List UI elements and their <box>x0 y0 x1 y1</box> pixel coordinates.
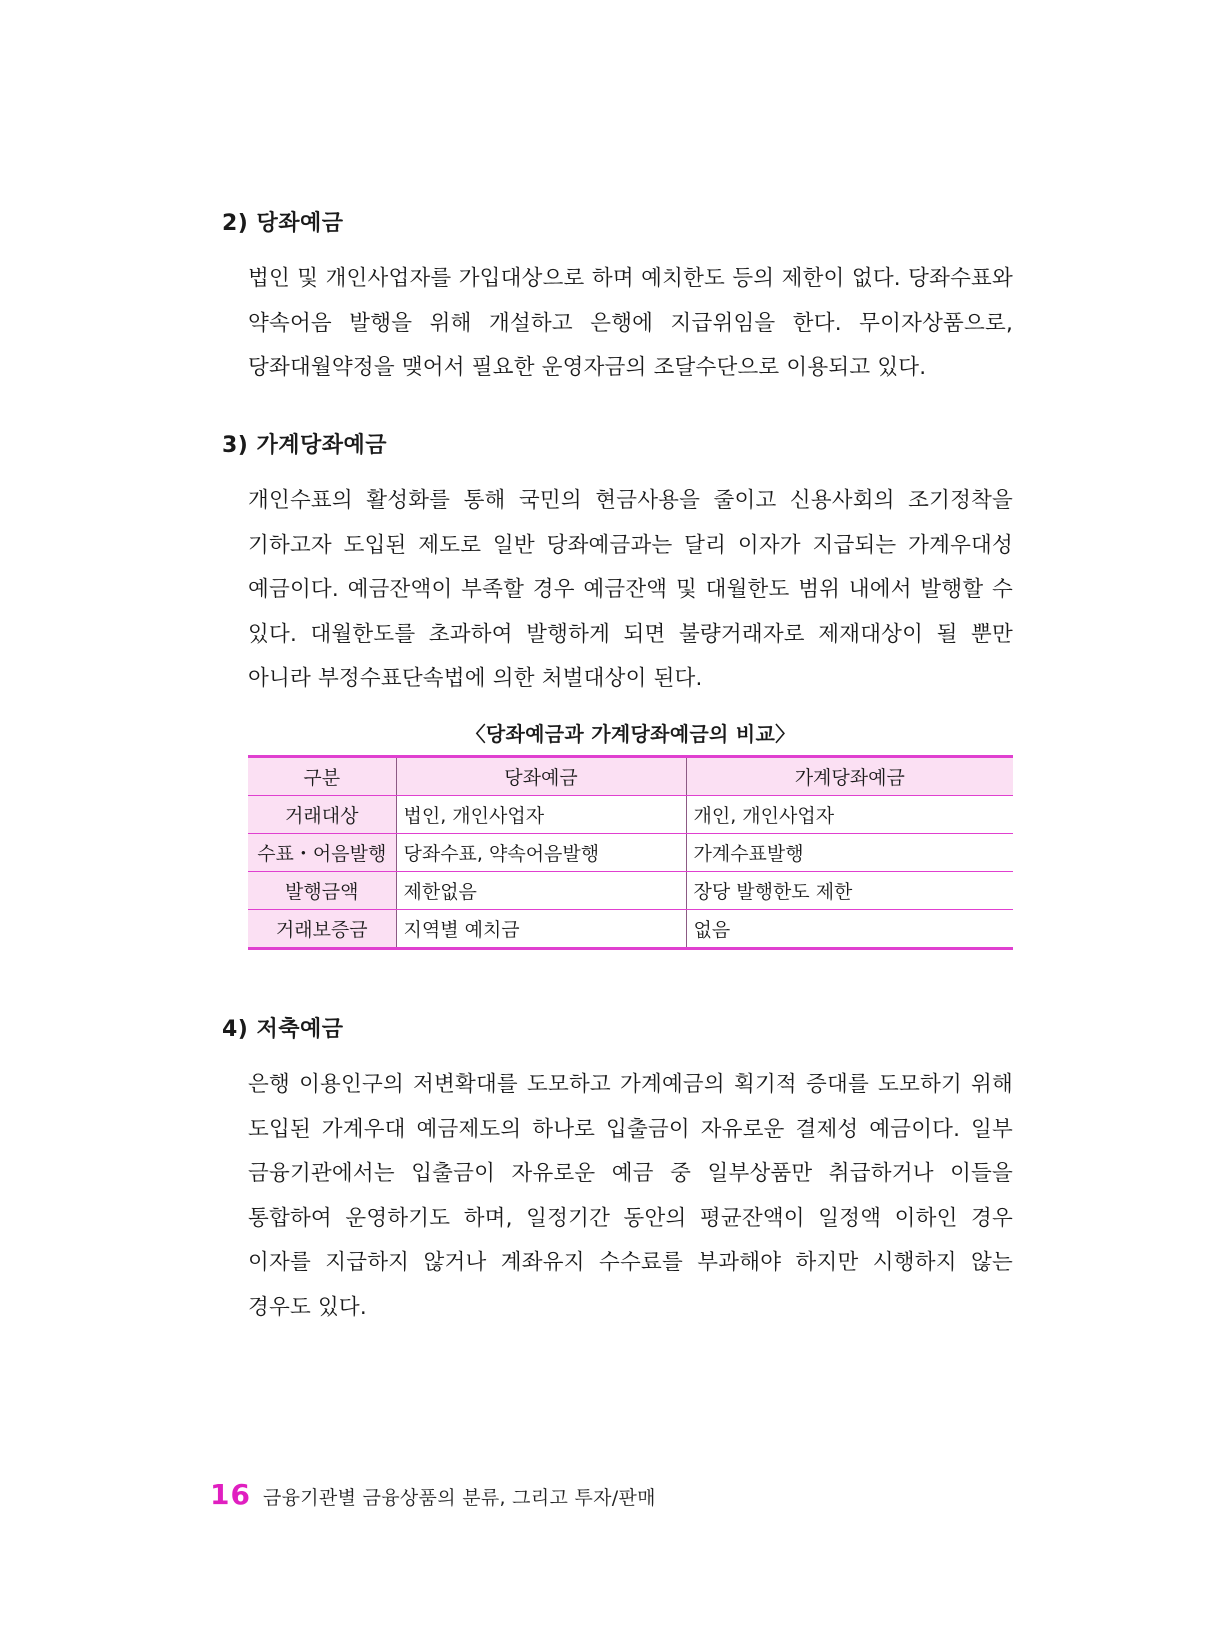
section-heading: 2) 당좌예금 <box>222 211 344 236</box>
table-header-row <box>248 757 1013 796</box>
table-cell: 개인, 개인사업자 <box>686 796 1013 834</box>
table-header-cell: 당좌예금 <box>396 757 686 796</box>
running-title: 금융기관별 금융상품의 분류, 그리고 투자/판매 <box>262 1487 656 1509</box>
section-body: 은행 이용인구의 저변확대를 도모하고 가계예금의 획기적 증대를 도모하기 위해 도입된 가계우대 예금제도의 하나로 입출금이 자유로운 결제성 예금이다. 일부 금융기관에서는 입출금이 자유로운 예금 중 일부상품만 취급하거나 이들을 통합하여 운영하기도 하며, 일정기간 동안의 평균잔액이 일정액 이하인 경우 이자를 지급하지 않거나 계좌유지 수수료를 부과해야 하지만 시행하지 않는 경우도 있다. <box>248 1072 1013 1320</box>
row-label: 발행금액 <box>248 872 396 910</box>
table-cell: 제한없음 <box>396 872 686 910</box>
table-cell: 지역별 예치금 <box>396 910 686 949</box>
table-header-cell: 가계당좌예금 <box>686 757 1013 796</box>
section-body: 법인 및 개인사업자를 가입대상으로 하며 예치한도 등의 제한이 없다. 당좌수표와 약속어음 발행을 위해 개설하고 은행에 지급위임을 한다. 무이자상품으로, 당좌대월약정을 맺어서 필요한 운영자금의 조달수단으로 이용되고 있다. <box>248 266 1013 380</box>
row-label: 거래보증금 <box>248 910 396 949</box>
table-cell: 없음 <box>686 910 1013 949</box>
table-row <box>248 872 1013 910</box>
page-footer <box>210 1478 656 1511</box>
table-row <box>248 834 1013 872</box>
comparison-table <box>248 755 1013 950</box>
section-checking-deposit <box>222 209 1012 391</box>
section-savings-deposit <box>222 1015 1012 1330</box>
section-body: 개인수표의 활성화를 통해 국민의 현금사용을 줄이고 신용사회의 조기정착을 기하고자 도입된 제도로 일반 당좌예금과는 달리 이자가 지급되는 가계우대성 예금이다. 예금잔액이 부족할 경우 예금잔액 및 대월한도 범위 내에서 발행할 수 있다. 대월한도를 초과하여 발행하게 되면 불량거래자로 제재대상이 될 뿐만 아니라 부정수표단속법에 의한 처벌대상이 된다. <box>248 488 1013 691</box>
section-household-checking-deposit <box>222 431 1012 702</box>
table-cell: 법인, 개인사업자 <box>396 796 686 834</box>
row-label: 거래대상 <box>248 796 396 834</box>
table-cell: 당좌수표, 약속어음발행 <box>396 834 686 872</box>
table-header-cell: 구분 <box>248 757 396 796</box>
page-number: 16 <box>210 1478 251 1511</box>
table-cell: 장당 발행한도 제한 <box>686 872 1013 910</box>
table-caption: 〈당좌예금과 가계당좌예금의 비교〉 <box>465 722 796 746</box>
table-row <box>248 796 1013 834</box>
section-heading: 4) 저축예금 <box>222 1017 344 1042</box>
row-label: 수표・어음발행 <box>248 834 396 872</box>
section-heading: 3) 가계당좌예금 <box>222 433 388 458</box>
table-cell: 가계수표발행 <box>686 834 1013 872</box>
table-row <box>248 910 1013 949</box>
